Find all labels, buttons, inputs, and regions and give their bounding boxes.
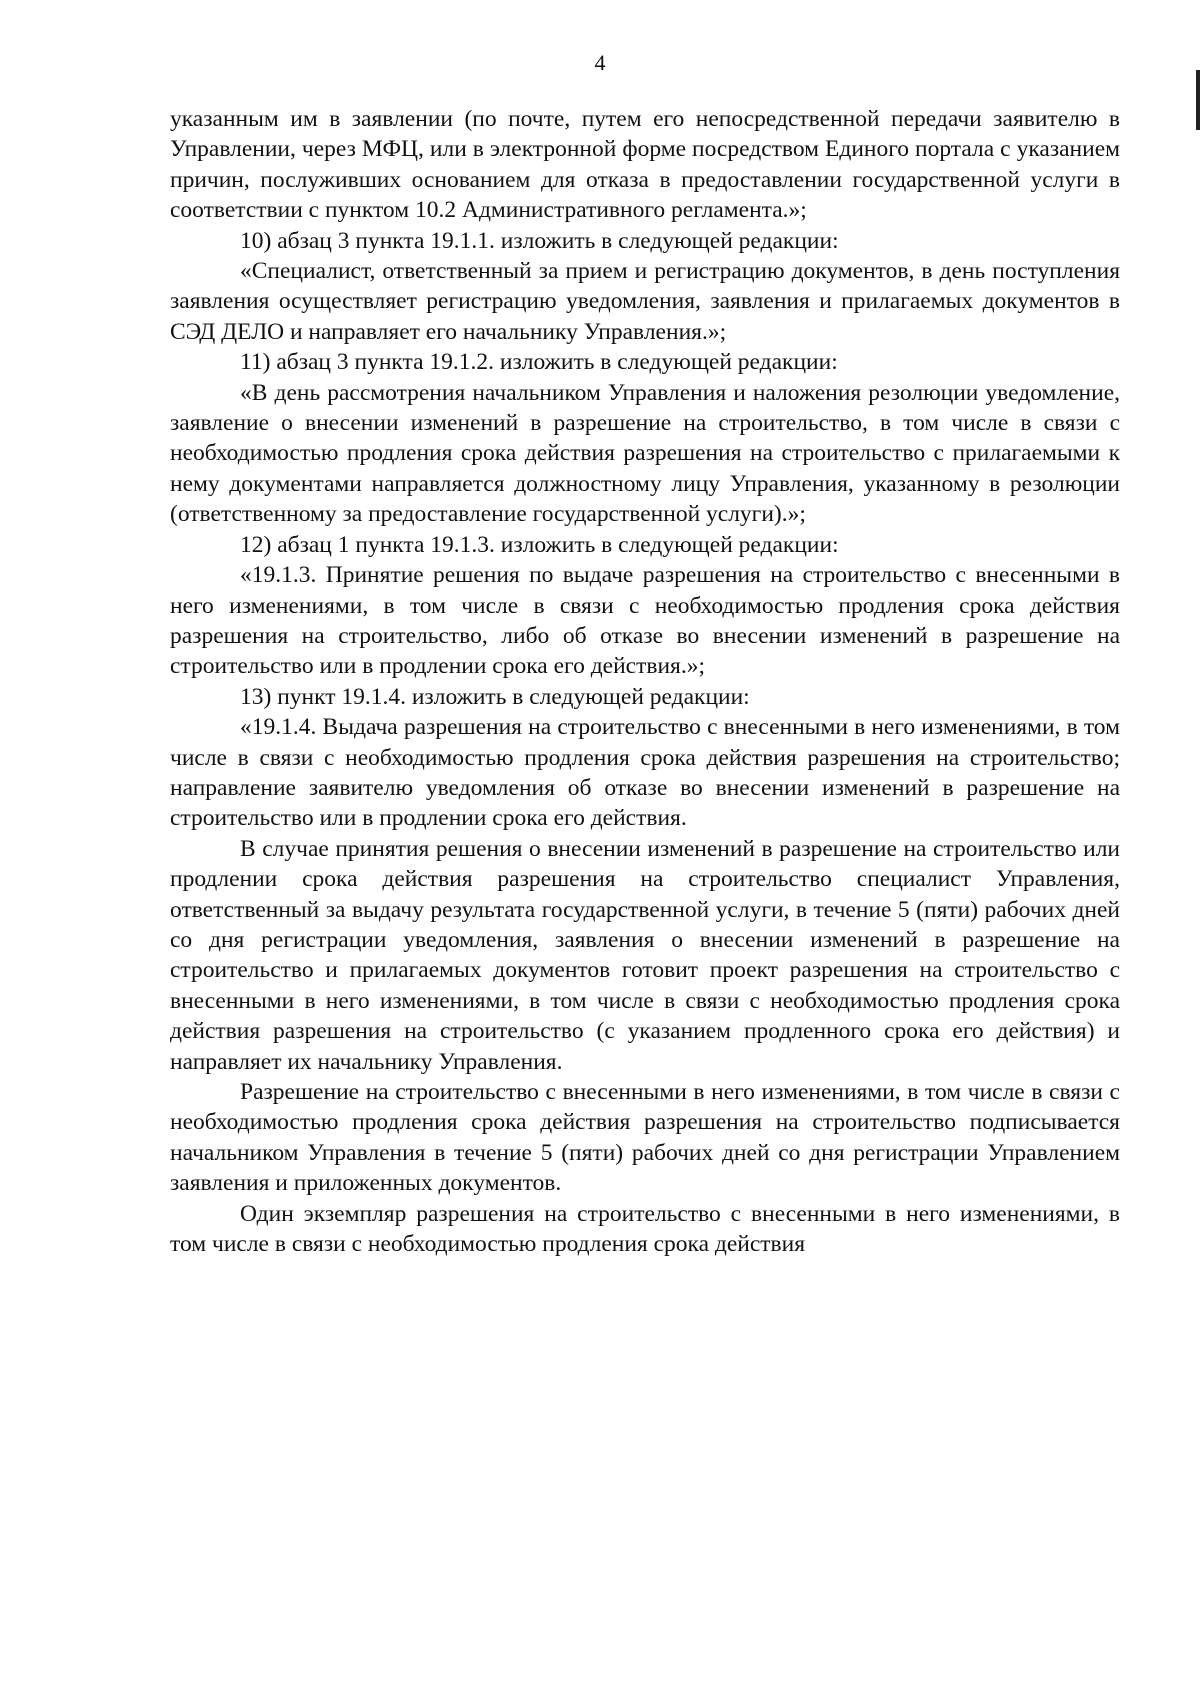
- paragraph: «19.1.4. Выдача разрешения на строительство с внесенными в него изменениями, в том числе в связи с необходимостью продления срока действия разрешения на строительство; направление заявителю уведомления об отказе во внесении изменений в разрешение на строительство или в продлении срока его действия.: [170, 714, 1120, 832]
- paragraph: «19.1.3. Принятие решения по выдаче разрешения на строительство с внесенными в него изменениями, в том числе в связи с необходимостью продления срока действия разрешения на строительство, либо об отказе во внесении изменений в разрешение на строительство или в продлении срока его действия.»;: [170, 562, 1120, 680]
- paragraph: указанным им в заявлении (по почте, путем его непосредственной передачи заявителю в Управлении, через МФЦ, или в электронной форме посредством Единого портала с указанием причин, послуживших основанием для отказа в предоставлении государственной услуги в соответствии с пунктом 10.2 Административного регламента.»;: [170, 106, 1120, 224]
- scan-edge-mark: [1196, 70, 1200, 130]
- paragraph: 12) абзац 1 пункта 19.1.3. изложить в следующей редакции:: [240, 531, 839, 558]
- paragraph: 10) абзац 3 пункта 19.1.1. изложить в следующей редакции:: [240, 227, 839, 254]
- paragraph: «Специалист, ответственный за прием и регистрацию документов, в день поступления заявления осуществляет регистрацию уведомления, заявления и прилагаемых документов в СЭД ДЕЛО и направляет его начальнику Управления.»;: [170, 258, 1120, 345]
- paragraph: Разрешение на строительство с внесенными в него изменениями, в том числе в связи с необходимостью продления срока действия разрешения на строительство подписывается начальником Управления в течение 5 (пяти) рабочих дней со дня регистрации Управлением заявления и приложенных документов.: [170, 1079, 1120, 1197]
- paragraph: 13) пункт 19.1.4. изложить в следующей редакции:: [240, 683, 750, 710]
- paragraph: В случае принятия решения о внесении изменений в разрешение на строительство или продлении срока действия разрешения на строительство специалист Управления, ответственный за выдачу результата государственной услуги, в течение 5 (пяти) рабочих дней со дня регистрации уведомления, заявления о внесении изменений в разрешение на строительство и прилагаемых документов готовит проект разрешения на строительство с внесенными в него изменениями, в том числе в связи с необходимостью продления срока действия разрешения на строительство (с указанием продленного срока его действия) и направляет их начальнику Управления.: [170, 835, 1120, 1075]
- document-body: [170, 104, 1120, 1259]
- paragraph: «В день рассмотрения начальником Управления и наложения резолюции уведомление, заявление о внесении изменений в разрешение на строительство, в том числе в связи с необходимостью продления срока действия разрешения на строительство с прилагаемыми к нему документами направляется должностному лицу Управления, указанному в резолюции (ответственному за предоставление государственной услуги).»;: [170, 379, 1120, 528]
- paragraph: Один экземпляр разрешения на строительство с внесенными в него изменениями, в том числе в связи с необходимостью продления срока действия: [170, 1200, 1120, 1258]
- paragraph: 11) абзац 3 пункта 19.1.2. изложить в следующей редакции:: [240, 349, 838, 376]
- page-number: 4: [594, 50, 606, 75]
